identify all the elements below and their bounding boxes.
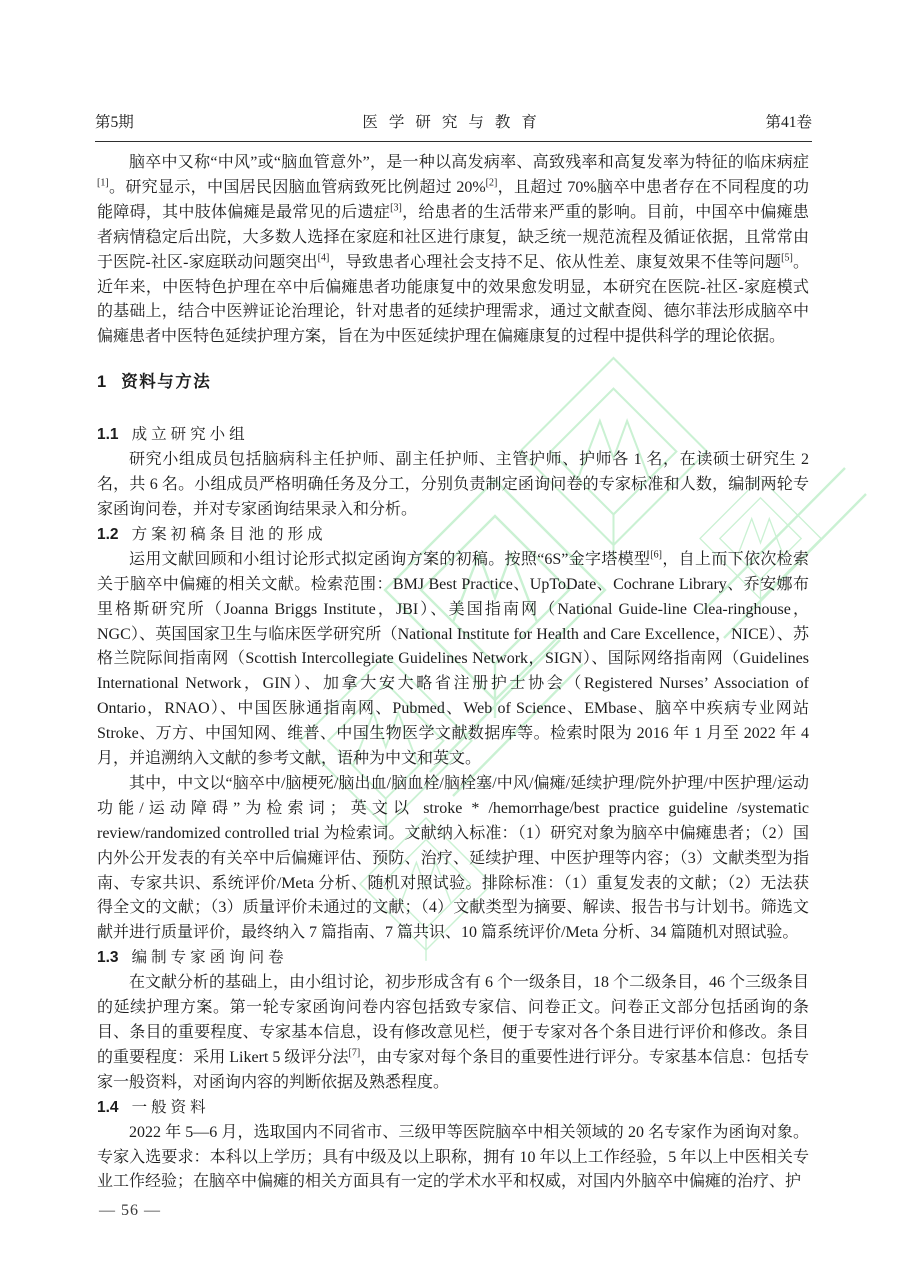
section-title: 编制专家函询问卷 <box>131 949 288 967</box>
paragraph: 研究小组成员包括脑病科主任护师、副主任护师、主管护师、护师各 1 名，在读硕士研究生 2 名，共 6 名。小组成员严格明确任务及分工，分别负责制定函询问卷的专家标准和人数，编制两轮专家函询问卷，并对专家函询结果录入和分析。 <box>97 451 809 518</box>
section-number: 1.4 <box>97 1098 119 1116</box>
subsection-heading <box>97 946 809 971</box>
section-title: 一般资料 <box>131 1098 210 1116</box>
section-title: 成立研究小组 <box>131 426 249 444</box>
citation-ref: [5] <box>781 252 793 264</box>
citation-ref: [3] <box>390 202 402 214</box>
citation-ref: [6] <box>650 549 663 561</box>
section-number: 1.1 <box>97 426 119 444</box>
citation-ref: [4] <box>317 252 330 264</box>
paragraph: 其中，中文以“脑卒中/脑梗死/脑出血/脑血栓/脑栓塞/中风/偏瘫/延续护理/院外护理/中医护理/运动功能/运动障碍”为检索词；英文以 stroke * /hemorrhage/best practice guideline /systematic review/randomized controlled trial 为检索词。文献纳入标准：（1）研究对象为脑卒中偏瘫患者；（2）国内外公开发表的有关卒中后偏瘫评估、预防、治疗、延续护理、中医护理等内容；（3）文献类型为指南、专家共识、系统评价/Meta 分析、随机对照试验。排除标准：（1）重复发表的文献；（2）无法获得全文的文献；（3）质量评价未通过的文献；（4）文献类型为摘要、解读、报告书与计划书。筛选文献并进行质量评价，最终纳入 7 篇指南、7 篇共识、10 篇系统评价/Meta 分析、34 篇随机对照试验。 <box>97 774 809 942</box>
article-body <box>97 151 809 1195</box>
section-heading <box>97 370 809 394</box>
issue-number: 第5期 <box>95 114 134 131</box>
paragraph: 运用文献回顾和小组讨论形式拟定函询方案的初稿。按照“6S”金字塔模型[6]，自上而下依次检索关于脑卒中偏瘫的相关文献。检索范围：BMJ Best Practice、UpToDate、Cochrane Library、乔安娜布里格斯研究所（Joanna Briggs Institute，JBI）、美国指南网（National Guide-line Clea-ringhouse，NGC）、英国国家卫生与临床医学研究所（National Institute for Health and Care Excellence，NICE）、苏格兰院际间指南网（Scottish Intercollegiate Guidelines Network，SIGN）、国际网络指南网（Guidelines International Network，GIN）、加拿大安大略省注册护士协会（Registered Nurses’ Association of Ontario，RNAO）、中国医脉通指南网、Pubmed、Web of Science、EMbase、脑卒中疾病专业网站 Stroke、万方、中国知网、维普、中国生物医学文献数据库等。检索时限为 2016 年 1 月至 2022 年 4 月，并追溯纳入文献的参考文献，语种为中文和英文。 <box>97 549 809 768</box>
subsection-heading <box>97 523 809 548</box>
page-number: — 56 — <box>99 1202 161 1219</box>
citation-ref: [7] <box>348 1047 361 1059</box>
citation-ref: [2] <box>485 177 498 189</box>
subsection-heading <box>97 423 809 448</box>
section-title: 资料与方法 <box>121 373 212 392</box>
journal-title: 医学研究与教育 <box>362 114 548 131</box>
page-header <box>95 110 812 142</box>
section-number: 1.3 <box>97 949 119 967</box>
paragraph: 2022 年 5—6 月，选取国内不同省市、三级甲等医院脑卒中相关领域的 20 名专家作为函询对象。专家入选要求：本科以上学历；具有中级及以上职称，拥有 10 年以上工作经验，5 年以上中医相关专业工作经验；在脑卒中偏瘫的相关方面具有一定的学术水平和权威，对国内外脑卒中偏瘫的治疗、护 <box>97 1123 809 1191</box>
paragraph: 在文献分析的基础上，由小组讨论，初步形成含有 6 个一级条目，18 个二级条目，46 个三级条目的延续护理方案。第一轮专家函询问卷内容包括致专家信、问卷正文。问卷正文部分包括函询的条目、条目的重要程度、专家基本信息，设有修改意见栏，便于专家对各个条目进行评价和修改。条目的重要程度：采用 Likert 5 级评分法[7]，由专家对每个条目的重要性进行评分。专家基本信息：包括专家一般资料，对函询内容的判断依据及熟悉程度。 <box>97 974 810 1091</box>
paragraph: 脑卒中又称“中风”或“脑血管意外”，是一种以高发病率、高致残率和高复发率为特征的临床病症[1]。研究显示，中国居民因脑血管病致死比例超过 20%[2]，且超过 70%脑卒中患者存在不同程度的功能障碍，其中肢体偏瘫是最常见的后遗症[3]，给患者的生活带来严重的影响。目前，中国卒中偏瘫患者病情稳定后出院，大多数人选择在家庭和社区进行康复，缺乏统一规范流程及循证依据，且常常由于医院-社区-家庭联动问题突出[4]，导致患者心理社会支持不足、依从性差、康复效果不佳等问题[5]。近年来，中医特色护理在卒中后偏瘫患者功能康复中的效果愈发明显，本研究在医院-社区-家庭模式的基础上，结合中医辨证论治理论，针对患者的延续护理需求，通过文献查阅、德尔菲法形成脑卒中偏瘫患者中医特色延续护理方案，旨在为中医延续护理在偏瘫康复的过程中提供科学的理论依据。 <box>97 154 809 346</box>
volume-number: 第41卷 <box>765 114 812 131</box>
section-number: 1.2 <box>97 525 119 543</box>
subsection-heading <box>97 1096 809 1121</box>
citation-ref: [1] <box>97 177 109 189</box>
section-number: 1 <box>97 373 107 392</box>
section-title: 方案初稿条目池的形成 <box>131 525 327 543</box>
